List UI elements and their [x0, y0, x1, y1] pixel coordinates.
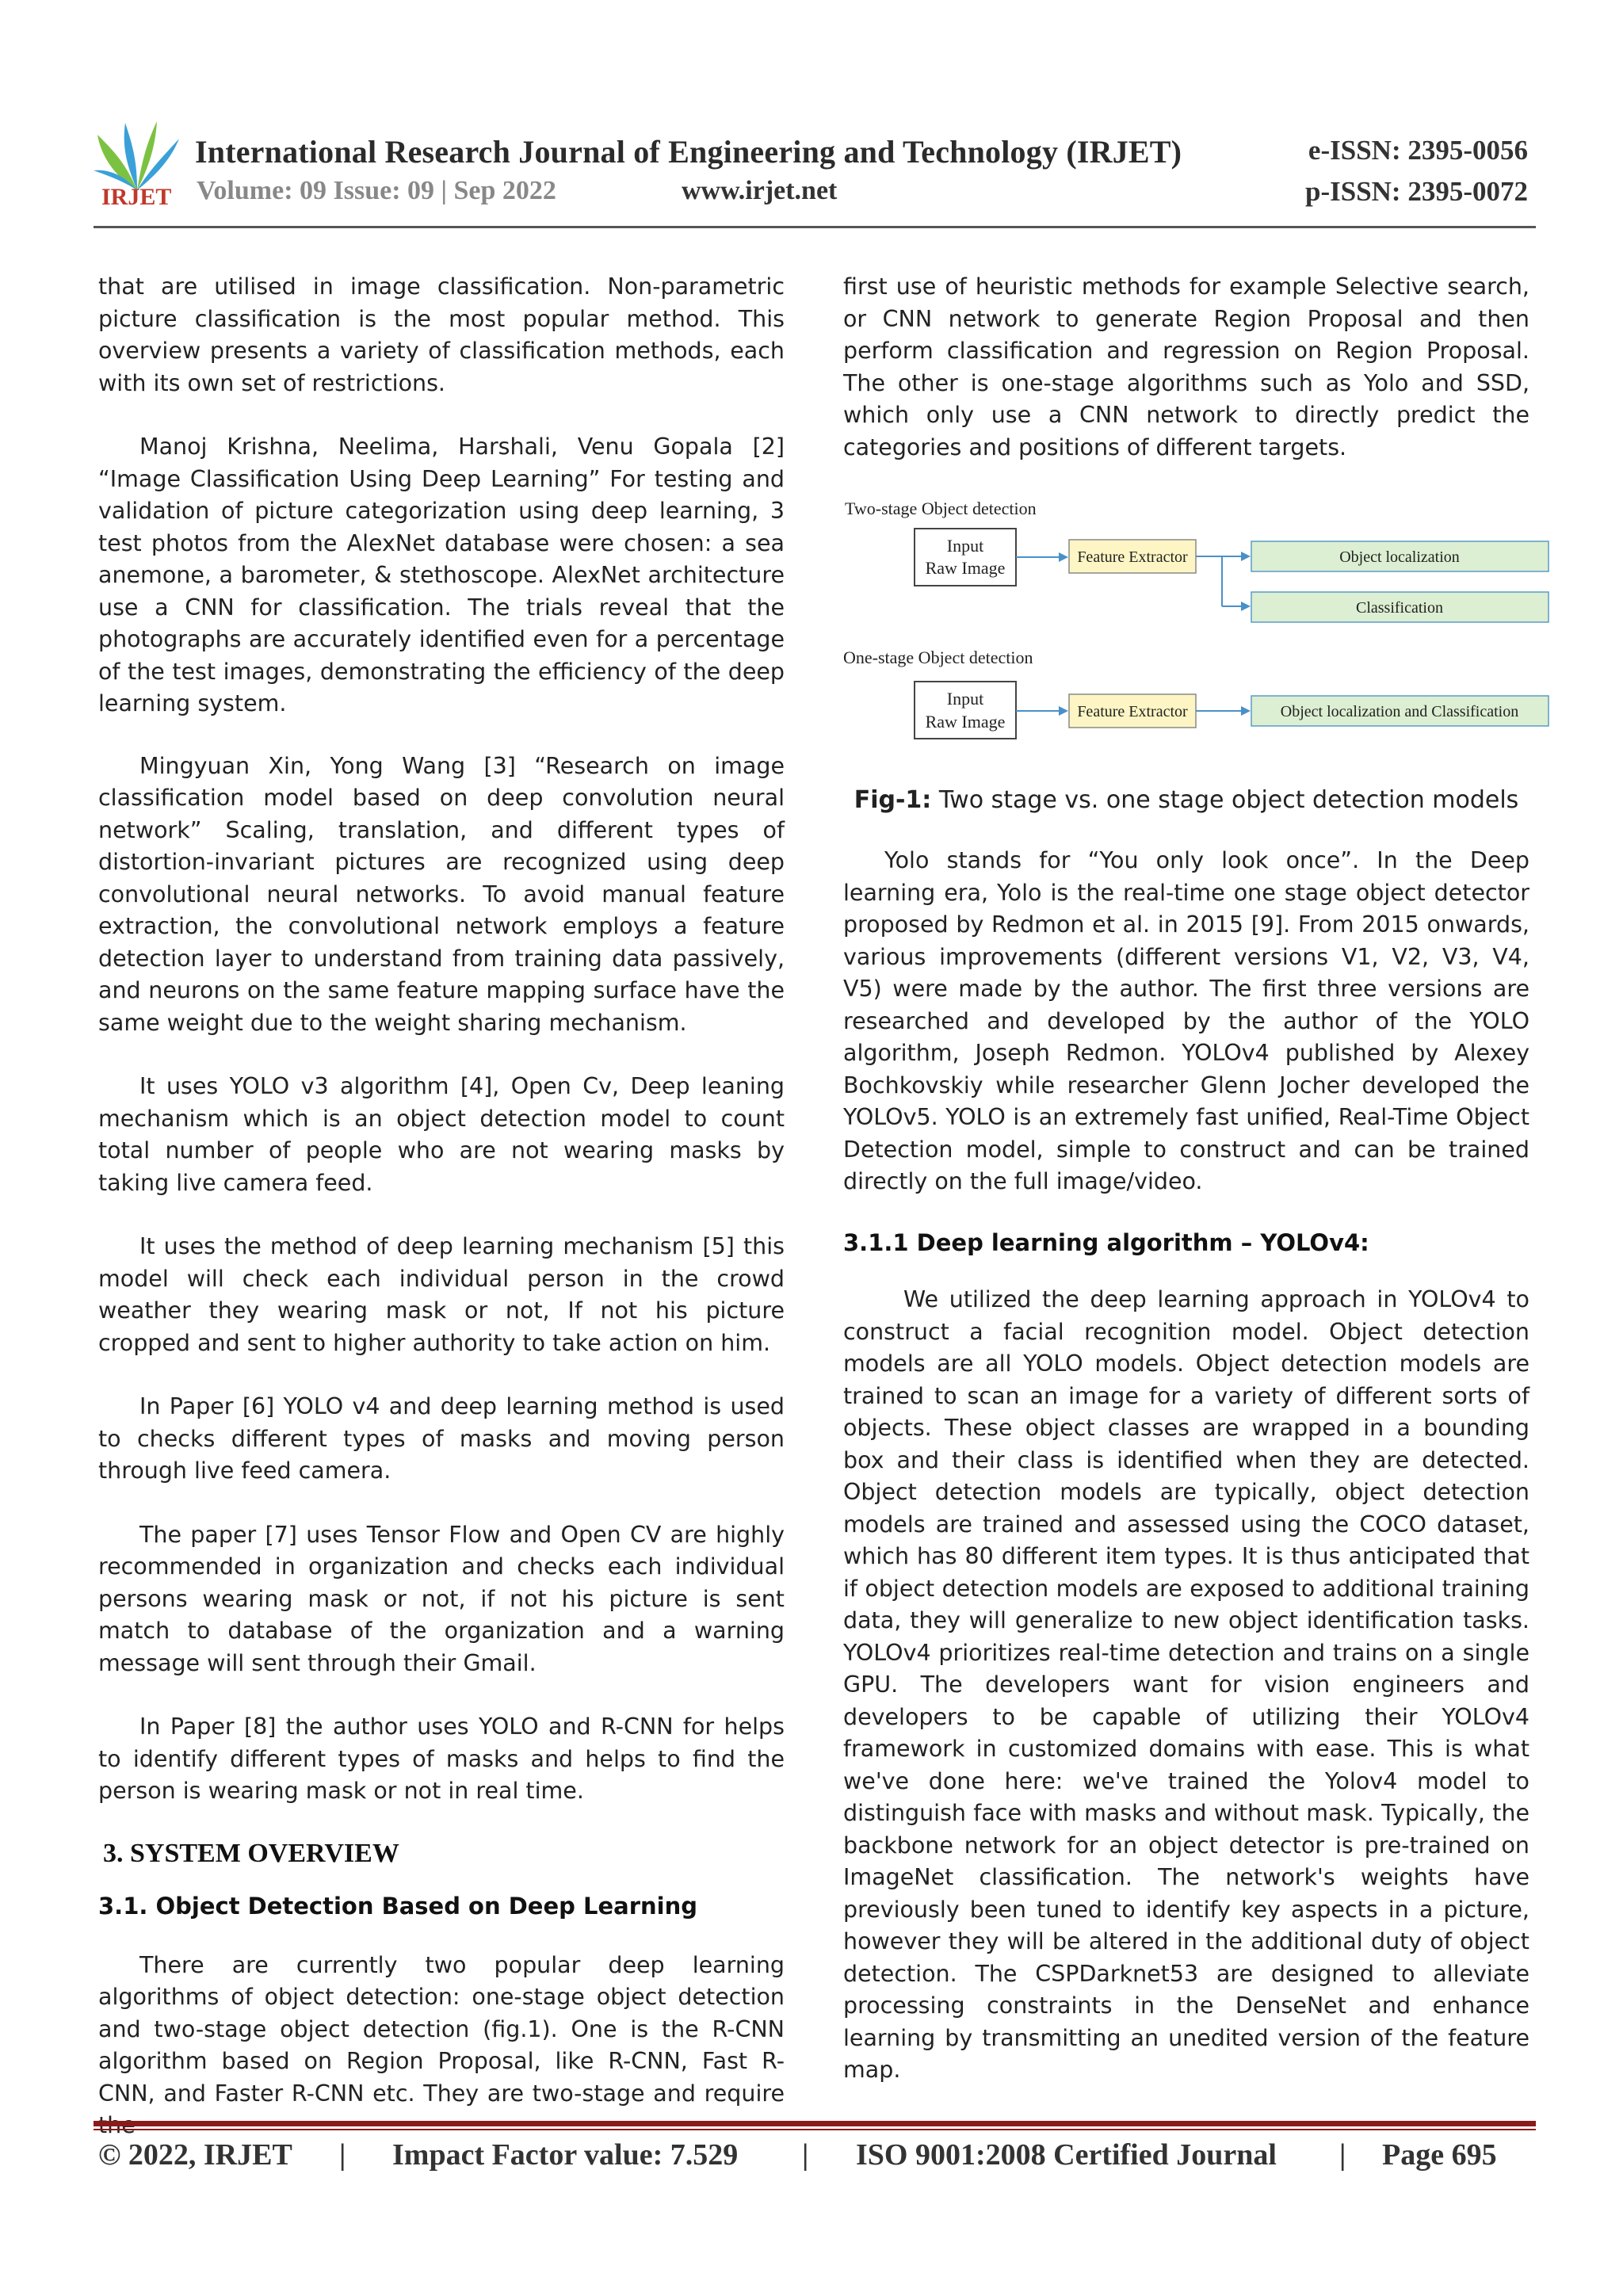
paragraph: Mingyuan Xin, Yong Wang [3] “Research on image classification model based on deep convolution neural network” Scaling, translation, and different types of distortion-invariant pictures are recognized using deep convolutional neural networks. To avoid manual feature extraction, the convolutional network employs a feature detection layer to understand from training data passively, and neurons on the same feature mapping surface have the same weight due to the weight sharing mechanism.: [98, 752, 785, 1036]
header-divider: [94, 226, 1536, 228]
paragraph: There are currently two popular deep learning algorithms of object detection: one-stage object detection and two-stage object detection (fig.1). One is the R-CNN algorithm based on Region Proposal, like R-CNN, Fast R-CNN, and Faster R-CNN etc. They are two-stage and require: [98, 1951, 785, 2107]
localization-classification-label: Object localization and Classification: [1280, 703, 1519, 720]
subsection-heading: 3.1.1 Deep learning algorithm – YOLOv4:: [843, 1228, 1369, 1256]
figure-1-diagram: [843, 495, 1556, 753]
one-stage-label: One-stage Object detection: [843, 648, 1033, 667]
caption-text: Two stage vs. one stage object detection models: [931, 786, 1519, 814]
paragraph: first use of heuristic methods for example Selective search, or CNN network to generate Region Proposal and then perform classification and regression on Region Proposal. The other is one-stage algorithms such as Yolo and SSD, which only use a CNN network to directly predict the categories and positions of different targets.: [843, 273, 1529, 460]
classification-label: Classification: [1356, 599, 1443, 617]
paragraph: The paper [7] uses Tensor Flow and Open CV are highly recommended in organization and checks each individual persons wearing mask or not, if not his picture is sent match to database of the organization and a warning message will sent through their Gmail.: [98, 1521, 785, 1676]
p-issn: p-ISSN: 2395-0072: [1304, 176, 1528, 207]
right-column-bottom: [843, 845, 1529, 2087]
paragraph: It uses YOLO v3 algorithm [4], Open Cv, Deep leaning mechanism which is an object detection model to count total number of people who are not wearing masks by taking live camera feed.: [98, 1073, 785, 1196]
right-column-top: [843, 271, 1529, 464]
paragraph: In Paper [6] YOLO v4 and deep learning method is used to checks different types of masks and moving person through live feed camera.: [98, 1393, 785, 1484]
volume-info: Volume: 09 Issue: 09 | Sep 2022: [197, 176, 556, 205]
raw-image-label: Raw Image: [925, 712, 1006, 732]
object-localization-label: Object localization: [1339, 548, 1460, 566]
footer-copyright: © 2022, IRJET: [98, 2138, 292, 2172]
input-label: Input: [946, 689, 984, 709]
feature-extractor-label: Feature Extractor: [1077, 703, 1188, 720]
caption-label: Fig-1:: [854, 786, 932, 814]
paragraph: Manoj Krishna, Neelima, Harshali, Venu Gopala [2] “Image Classification Using Deep Learning” For testing and validation of picture categorization using deep learning, 3 test photos from the AlexNet database were chosen: a sea anemone, a barometer, & stethoscope. AlexNet architecture use a CNN for classification. The trials reveal that the photographs are accurately identified even for a percentage of the test images, demonstrating the efficiency of the deep learning system.: [98, 434, 785, 716]
feature-extractor-label: Feature Extractor: [1077, 548, 1188, 566]
e-issn: e-ISSN: 2395-0056: [1308, 135, 1528, 166]
input-label: Input: [946, 536, 984, 556]
section-heading: 3. SYSTEM OVERVIEW: [103, 1838, 399, 1868]
footer-separator: |: [339, 2138, 346, 2172]
footer-divider-thin: [94, 2129, 1536, 2130]
footer-divider: [94, 2121, 1536, 2126]
raw-image-label: Raw Image: [925, 558, 1006, 578]
footer-separator: |: [802, 2138, 809, 2172]
subsection-heading: 3.1. Object Detection Based on Deep Learning: [98, 1893, 697, 1920]
website-link[interactable]: www.irjet.net: [682, 176, 838, 205]
left-column: [98, 271, 785, 2142]
paragraph: In Paper [8] the author uses YOLO and R-CNN for helps to identify different types of masks and helps to find the person is wearing mask or not in real time.: [98, 1713, 785, 1804]
footer-iso: ISO 9001:2008 Certified Journal: [856, 2138, 1277, 2172]
logo-text: IRJET: [101, 184, 172, 210]
paragraph: that are utilised in image classification. Non-parametric picture classification is the most popular method. This overview presents a variety of classification methods, each with its own set of restrictions.: [98, 273, 785, 396]
paragraph: Yolo stands for “You only look once”. In the Deep learning era, Yolo is the real-time one stage object detector proposed by Redmon et al. in 2015 [9]. From 2015 onwards, various improvements (different versions V1, V2, V3, V4, V5) were made by the author. The first three versions are researched and developed by the author of the YOLO algorithm, Joseph Redmon. YOLOv4 published by Alexey Bochkovskiy while researcher Glenn Jocher developed the YOLOv5. YOLO is an extremely fast unified, Real-Time Object Detection model, simple to construct and can be trained directly on the full image/video.: [843, 847, 1529, 1194]
figure-caption: [843, 786, 1529, 814]
footer-page-number: Page 695: [1382, 2138, 1497, 2172]
journal-title: International Research Journal of Engineering and Technology (IRJET): [195, 134, 1182, 170]
paragraph: It uses the method of deep learning mechanism [5] this model will check each individual person in the crowd weather they wearing mask or not, If not his picture cropped and sent to higher authority to take action on him.: [98, 1233, 785, 1356]
two-stage-label: Two-stage Object detection: [845, 499, 1037, 518]
footer-impact-factor: Impact Factor value: 7.529: [392, 2138, 739, 2172]
footer-separator: |: [1339, 2138, 1346, 2172]
paragraph: We utilized the deep learning approach in YOLOv4 to construct a facial recognition model. Object detection models are all YOLO models. Object detection models are trained to scan an image for a variety of different sorts of objects. These object classes are wrapped in a bounding box and their class is identified when they are detected. Object detection models are typically, object detection models are trained and assessed using the COCO dataset, which has 80 different item types. It is thus anticipated that if object detection models are exposed to additional training data, they will generalize to new object identification tasks. YOLOv4 prioritizes real-time detection and trains on a single GPU. The developers want for vision engineers and developers to be capable of utilizing their YOLOv4 framework in customized domains with ease. This is what we've done here: we've trained the Yolov4 model to distinguish face with masks and without mask. Typically, the backbone network for an object detector is pre-trained on ImageNet classification. The network's weights have previously been tuned to identify key aspects in a picture, however they will be altered in the additional duty of object detection. The CSPDarknet53 are designed to alleviate processing constraints in the DenseNet and enhance learning by transmitting an unedited version of the feature map.: [843, 1286, 1529, 2083]
